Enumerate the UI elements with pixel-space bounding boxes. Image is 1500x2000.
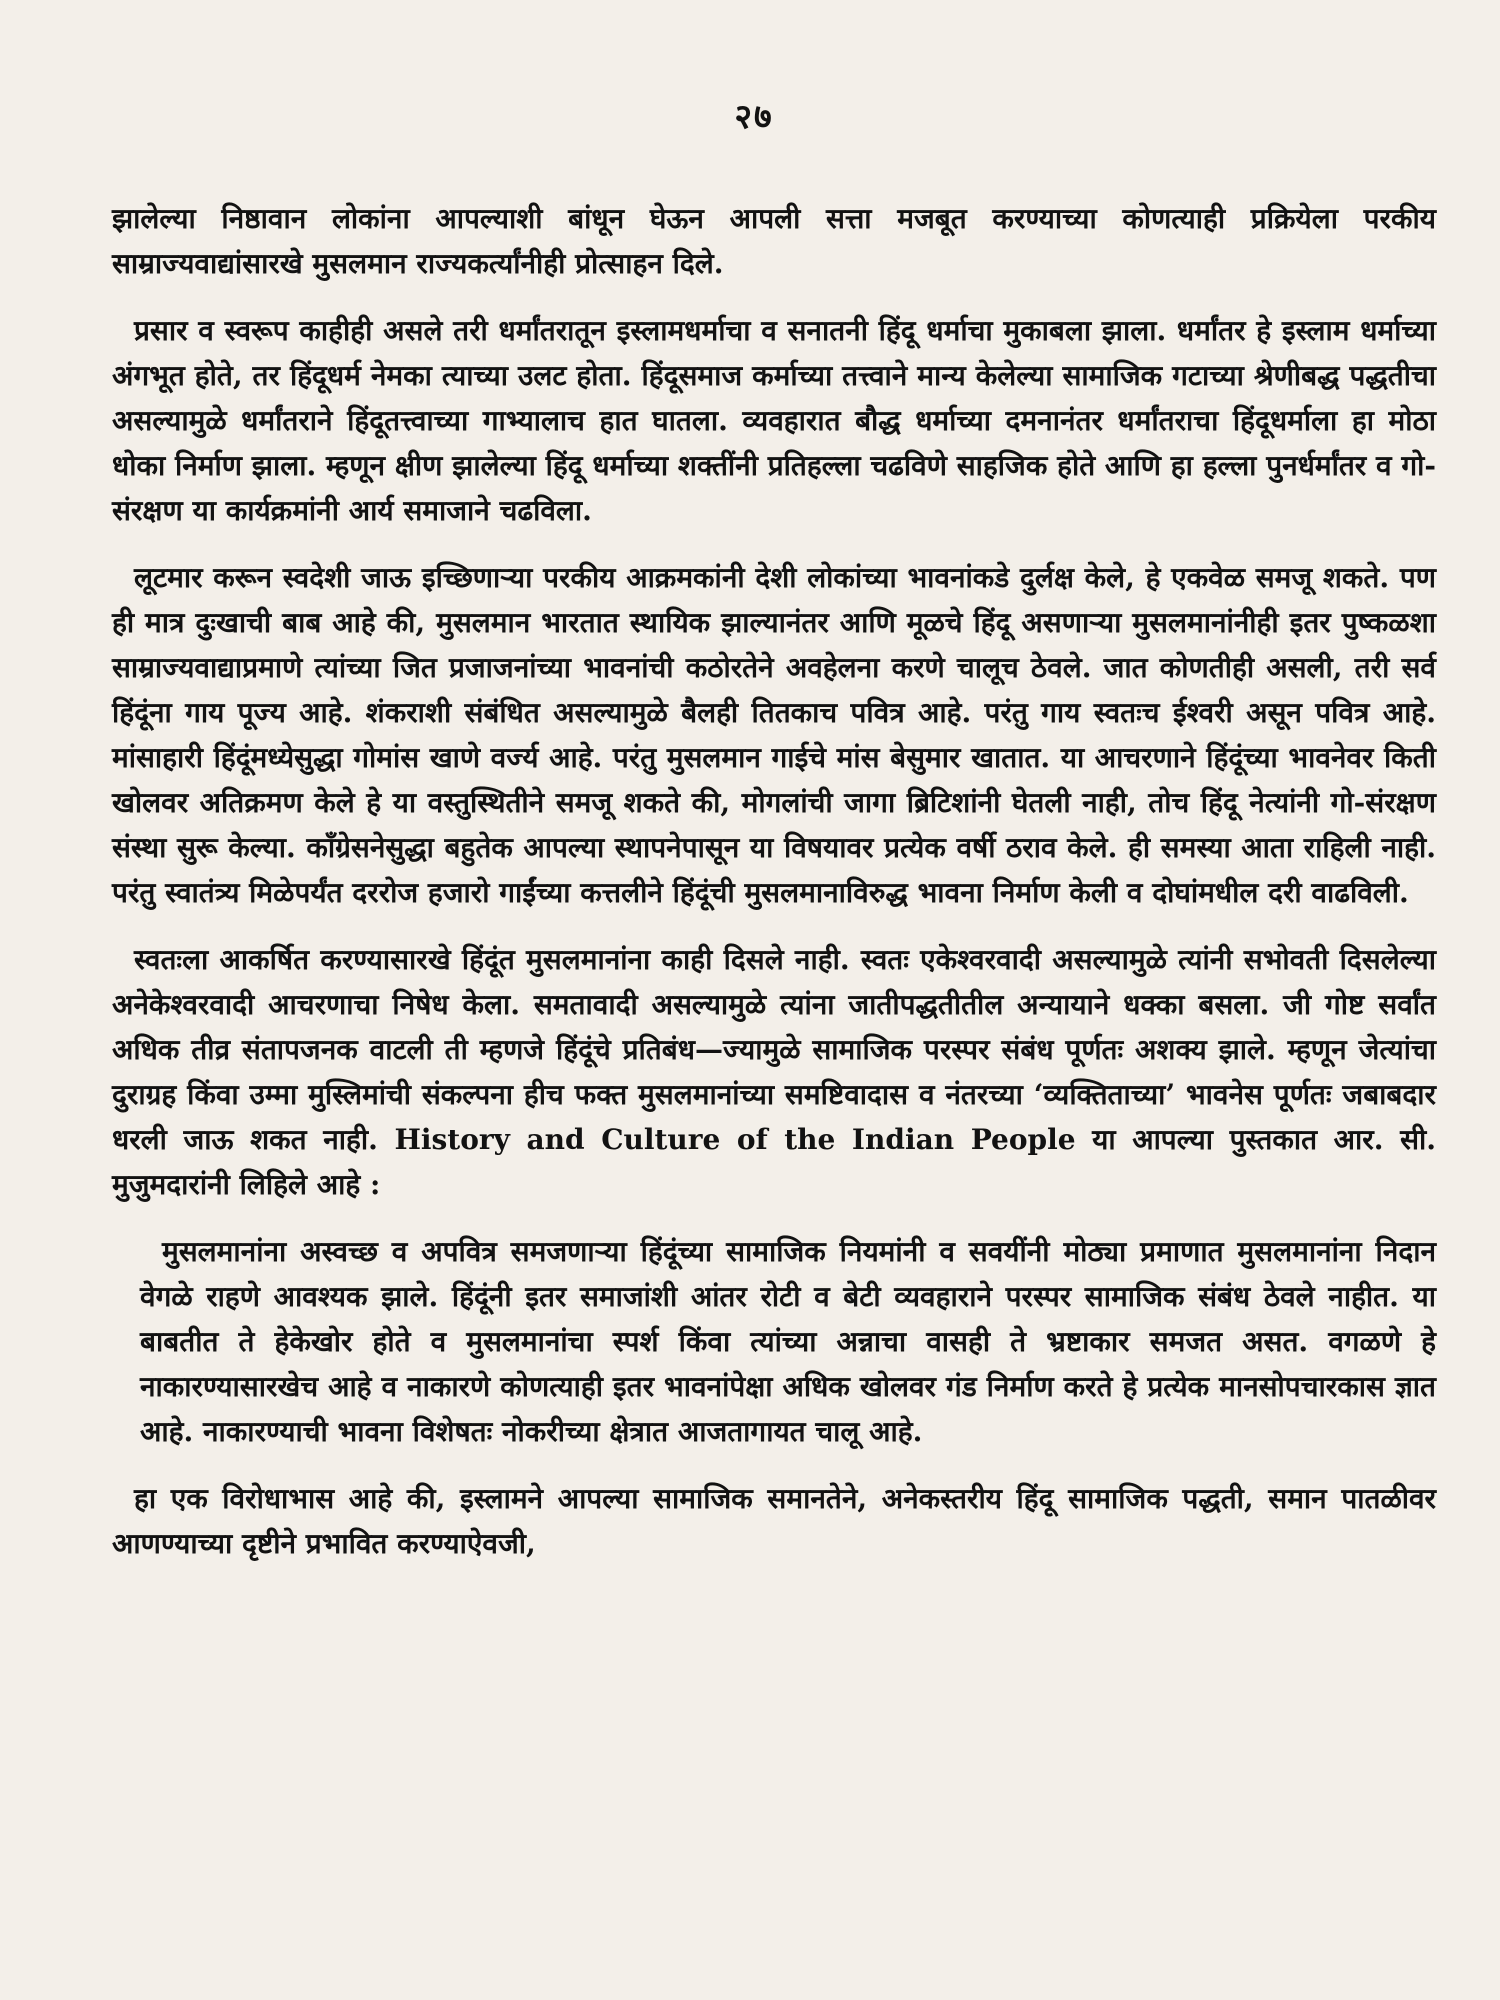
paragraph-5: हा एक विरोधाभास आहे की, इस्लामने आपल्या सामाजिक समानतेने, अनेकस्तरीय हिंदू सामाजिक पद्धती, समान पातळीवर आणण्याच्या दृष्टीने प्रभावित करण्याऐवजी, bbox=[112, 1482, 1436, 1560]
block-quote: मुसलमानांना अस्वच्छ व अपवित्र समजणाऱ्या हिंदूंच्या सामाजिक नियमांनी व सवयींनी मोठ्या प्रमाणात मुसलमानांना निदान वेगळे राहणे आवश्यक झाले. हिंदूंनी इतर समाजांशी आंतर रोटी व बेटी व्यवहाराने परस्पर सामाजिक संबंध ठेवले नाहीत. या बाबतीत ते हेकेखोर होते व मुसलमानांचा स्पर्श किंवा त्यांच्या अन्नाचा वासही ते भ्रष्टाकार समजत असत. वगळणे हे नाकारण्यासारखेच आहे व नाकारणे कोणत्याही इतर भावनांपेक्षा अधिक खोलवर गंड निर्माण करते हे प्रत्येक मानसोपचारकास ज्ञात आहे. नाकारण्याची भावना विशेषतः नोकरीच्या क्षेत्रात आजतागायत चालू आहे. bbox=[140, 1235, 1436, 1448]
paragraph-4: स्वतःला आकर्षित करण्यासारखे हिंदूंत मुसलमानांना काही दिसले नाही. स्वतः एकेश्वरवादी असल्यामुळे त्यांनी सभोवती दिसलेल्या अनेकेश्वरवादी आचरणाचा निषेध केला. समतावादी असल्यामुळे त्यांना जातीपद्धतीतील अन्यायाने धक्का बसला. जी गोष्ट सर्वांत अधिक तीव्र संतापजनक वाटली ती म्हणजे हिंदूंचे प्रतिबंध—ज्यामुळे सामाजिक परस्पर संबंध पूर्णतः अशक्य झाले. म्हणून जेत्यांचा दुराग्रह किंवा उम्मा मुस्लिमांची संकल्पना हीच फक्त मुसलमानांच्या समष्टिवादास व नंतरच्या ‘व्यक्तिताच्या’ भावनेस पूर्णतः जबाबदार धरली जाऊ शकत नाही. History and Culture of the Indian People या आपल्या पुस्तकात आर. सी. मुजुमदारांनी लिहिले आहे : bbox=[112, 943, 1436, 1201]
page-number: २७ bbox=[734, 97, 774, 137]
paragraph-2: प्रसार व स्वरूप काहीही असले तरी धर्मांतरातून इस्लामधर्माचा व सनातनी हिंदू धर्माचा मुकाबला झाला. धर्मांतर हे इस्लाम धर्माच्या अंगभूत होते, तर हिंदूधर्म नेमका त्याच्या उलट होता. हिंदूसमाज कर्माच्या तत्त्वाने मान्य केलेल्या सामाजिक गटाच्या श्रेणीबद्ध पद्धतीचा असल्यामुळे धर्मांतराने हिंदूतत्त्वाच्या गाभ्यालाच हात घातला. व्यवहारात बौद्ध धर्माच्या दमनानंतर धर्मांतराचा हिंदूधर्माला हा मोठा धोका निर्माण झाला. म्हणून क्षीण झालेल्या हिंदू धर्माच्या शक्तींनी प्रतिहल्ला चढविणे साहजिक होते आणि हा हल्ला पुनर्धर्मांतर व गो-संरक्षण या कार्यक्रमांनी आर्य समाजाने चढविला. bbox=[112, 314, 1436, 527]
paragraph-3: लूटमार करून स्वदेशी जाऊ इच्छिणाऱ्या परकीय आक्रमकांनी देशी लोकांच्या भावनांकडे दुर्लक्ष केले, हे एकवेळ समजू शकते. पण ही मात्र दुःखाची बाब आहे की, मुसलमान भारतात स्थायिक झाल्यानंतर आणि मूळचे हिंदू असणाऱ्या मुसलमानांनीही इतर पुष्कळशा साम्राज्यवाद्याप्रमाणे त्यांच्या जित प्रजाजनांच्या भावनांची कठोरतेने अवहेलना करणे चालूच ठेवले. जात कोणतीही असली, तरी सर्व हिंदूंना गाय पूज्य आहे. शंकराशी संबंधित असल्यामुळे बैलही तितकाच पवित्र आहे. परंतु गाय स्वतःच ईश्वरी असून पवित्र आहे. मांसाहारी हिंदूंमध्येसुद्धा गोमांस खाणे वर्ज्य आहे. परंतु मुसलमान गाईचे मांस बेसुमार खातात. या आचरणाने हिंदूंच्या भावनेवर किती खोलवर अतिक्रमण केले हे या वस्तुस्थितीने समजू शकते की, मोगलांची जागा ब्रिटिशांनी घेतली नाही, तोच हिंदू नेत्यांनी गो-संरक्षण संस्था सुरू केल्या. कॉंग्रेसनेसुद्धा बहुतेक आपल्या स्थापनेपासून या विषयावर प्रत्येक वर्षी ठराव केले. ही समस्या आता राहिली नाही. परंतु स्वातंत्र्य मिळेपर्यंत दररोज हजारो गाईंच्या कत्तलीने हिंदूंची मुसलमानाविरुद्ध भावना निर्माण केली व दोघांमधील दरी वाढविली. bbox=[112, 561, 1436, 909]
paragraph-1: झालेल्या निष्ठावान लोकांना आपल्याशी बांधून घेऊन आपली सत्ता मजबूत करण्याच्या कोणत्याही प्रक्रियेला परकीय साम्राज्यवाद्यांसारखे मुसलमान राज्यकर्त्यांनीही प्रोत्साहन दिले. bbox=[112, 202, 1436, 280]
